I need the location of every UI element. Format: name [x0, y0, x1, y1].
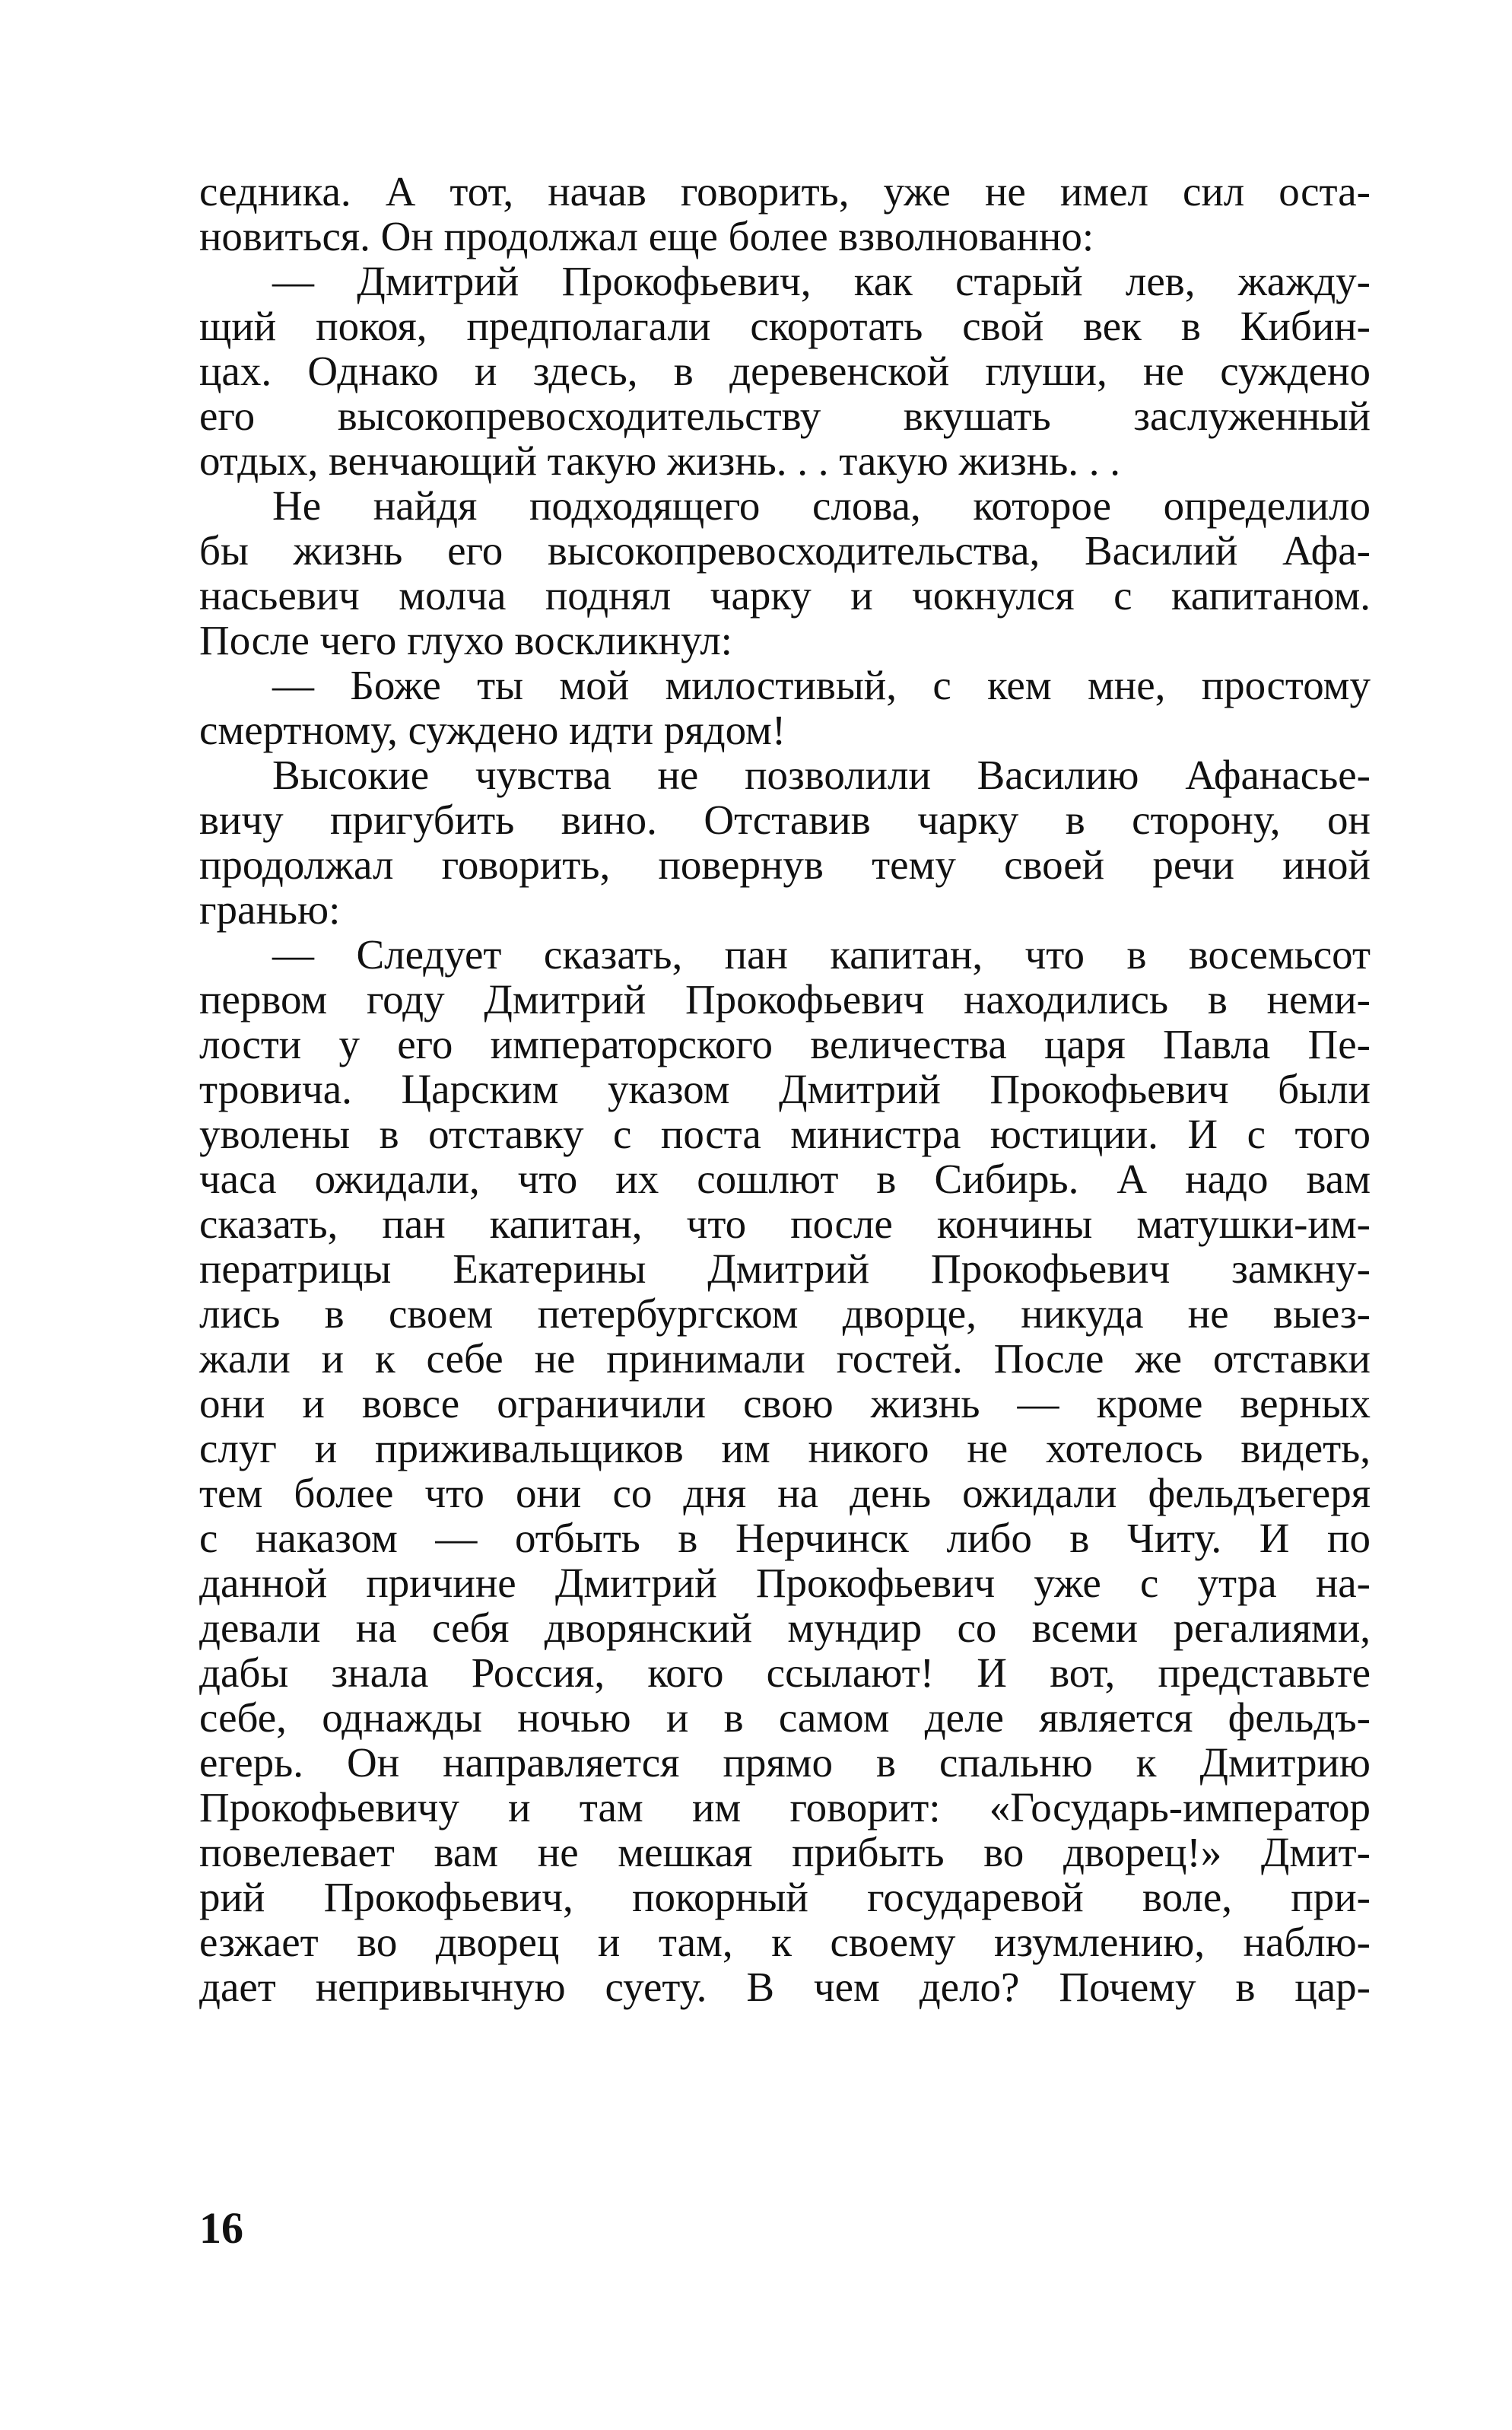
text-line: Не найдя подходящего слова, которое определило — [272, 482, 1371, 529]
text-line: слуг и приживальщиков им никого не хотелось видеть, — [199, 1425, 1371, 1471]
text-line: — Дмитрий Прокофьевич, как старый лев, жажду- — [272, 258, 1371, 304]
text-line: первом году Дмитрий Прокофьевич находились в неми- — [199, 976, 1371, 1023]
text-line: насьевич молча поднял чарку и чокнулся с капитаном. — [199, 572, 1371, 619]
text-line: повелевает вам не мешкая прибыть во дворец!» Дмит- — [199, 1829, 1371, 1875]
text-line: Высокие чувства не позволили Василию Афанасье- — [272, 752, 1371, 798]
text-line: себе, однажды ночью и в самом деле является фельдъ- — [199, 1694, 1371, 1741]
text-line: сказать, пан капитан, что после кончины матушки-им- — [199, 1201, 1371, 1247]
text-line: вичу пригубить вино. Отставив чарку в сторону, он — [199, 797, 1371, 843]
text-line: егерь. Он направляется прямо в спальню к Дмитрию — [199, 1739, 1371, 1786]
text-line: езжает во дворец и там, к своему изумлению, наблю- — [199, 1919, 1371, 1965]
text-line: с наказом — отбыть в Нерчинск либо в Читу. И по — [199, 1515, 1371, 1561]
text-line: тровича. Царским указом Дмитрий Прокофьевич были — [199, 1066, 1371, 1112]
text-line: щий покоя, предполагали скоротать свой век в Кибин- — [199, 303, 1371, 349]
text-line: жали и к себе не принимали гостей. После же отставки — [199, 1335, 1371, 1382]
text-line: уволены в отставку с поста министра юстиции. И с того — [199, 1111, 1371, 1157]
text-line: После чего глухо воскликнул: — [199, 617, 732, 663]
text-line: гранью: — [199, 886, 341, 933]
text-line: Прокофьевичу и там им говорит: «Государь-император — [199, 1784, 1371, 1830]
text-line: смертному, суждено идти рядом! — [199, 707, 786, 753]
text-line: девали на себя дворянский мундир со всеми регалиями, — [199, 1605, 1371, 1651]
text-line: — Боже ты мой милостивый, с кем мне, простому — [272, 662, 1371, 708]
text-line: бы жизнь его высокопревосходительства, Василий Афа- — [199, 527, 1371, 574]
text-line: дабы знала Россия, кого ссылают! И вот, представьте — [199, 1649, 1371, 1696]
text-line: лости у его императорского величества царя Павла Пе- — [199, 1021, 1371, 1067]
text-line: рий Прокофьевич, покорный государевой воле, при- — [199, 1874, 1371, 1920]
text-line: продолжал говорить, повернув тему своей речи иной — [199, 841, 1371, 888]
text-line: ператрицы Екатерины Дмитрий Прокофьевич замкну- — [199, 1245, 1371, 1292]
text-line: лись в своем петербургском дворце, никуда не выез- — [199, 1290, 1371, 1337]
text-line: седника. А тот, начав говорить, уже не имел сил оста- — [199, 168, 1371, 215]
text-line: его высокопревосходительству вкушать заслуженный — [199, 393, 1371, 439]
body-text — [199, 169, 1371, 2009]
text-line: тем более что они со дня на день ожидали фельдъегеря — [199, 1470, 1371, 1516]
text-line: новиться. Он продолжал еще более взволнованно: — [199, 213, 1094, 259]
text-line: цах. Однако и здесь, в деревенской глуши, не суждено — [199, 348, 1371, 394]
text-line: они и вовсе ограничили свою жизнь — кроме верных — [199, 1380, 1371, 1427]
page-number: 16 — [199, 2203, 243, 2253]
text-line: — Следует сказать, пан капитан, что в восемьсот — [272, 931, 1371, 978]
text-line: данной причине Дмитрий Прокофьевич уже с утра на- — [199, 1560, 1371, 1606]
text-line: отдых, венчающий такую жизнь. . . такую жизнь. . . — [199, 437, 1121, 484]
text-line: дает непривычную суету. В чем дело? Почему в цар- — [199, 1964, 1371, 2010]
text-line: часа ожидали, что их сошлют в Сибирь. А надо вам — [199, 1156, 1371, 1202]
